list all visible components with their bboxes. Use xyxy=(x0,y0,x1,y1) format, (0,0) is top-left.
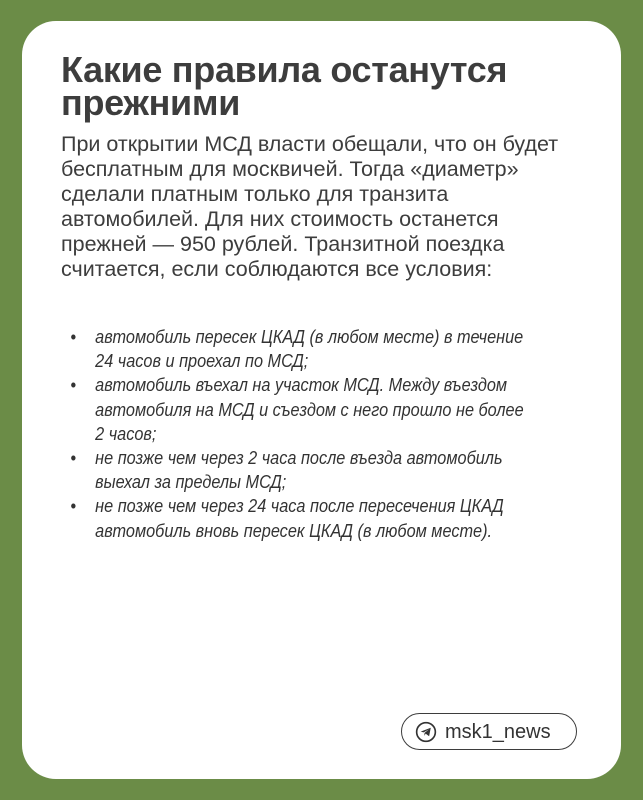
telegram-icon xyxy=(415,721,437,743)
post-intro: При открытии МСД власти обещали, что он будет бесплатным для москвичей. Тогда «диаметр» сделали платным только для транзита автомобилей. Для них стоимость останется прежней — 950 рублей. Транзитной поездка считается, если соблюдаются все условия: xyxy=(61,132,559,281)
post-title: Какие правила останутся прежними xyxy=(61,49,508,123)
channel-handle-badge[interactable] xyxy=(401,713,577,750)
conditions-list xyxy=(67,325,525,543)
list-item: • не позже чем через 24 часа после пересечения ЦКАД автомобиль вновь пересек ЦКАД (в любом месте). xyxy=(67,494,525,542)
post-card xyxy=(22,21,621,779)
channel-handle-label: msk1_news xyxy=(445,720,551,743)
list-item: • автомобиль пересек ЦКАД (в любом месте) в течение 24 часов и проехал по МСД; xyxy=(67,325,525,373)
list-item: • автомобиль въехал на участок МСД. Между въездом автомобиля на МСД и съездом с него прошло не более 2 часов; xyxy=(67,373,525,446)
list-item: • не позже чем через 2 часа после въезда автомобиль выехал за пределы МСД; xyxy=(67,446,525,494)
